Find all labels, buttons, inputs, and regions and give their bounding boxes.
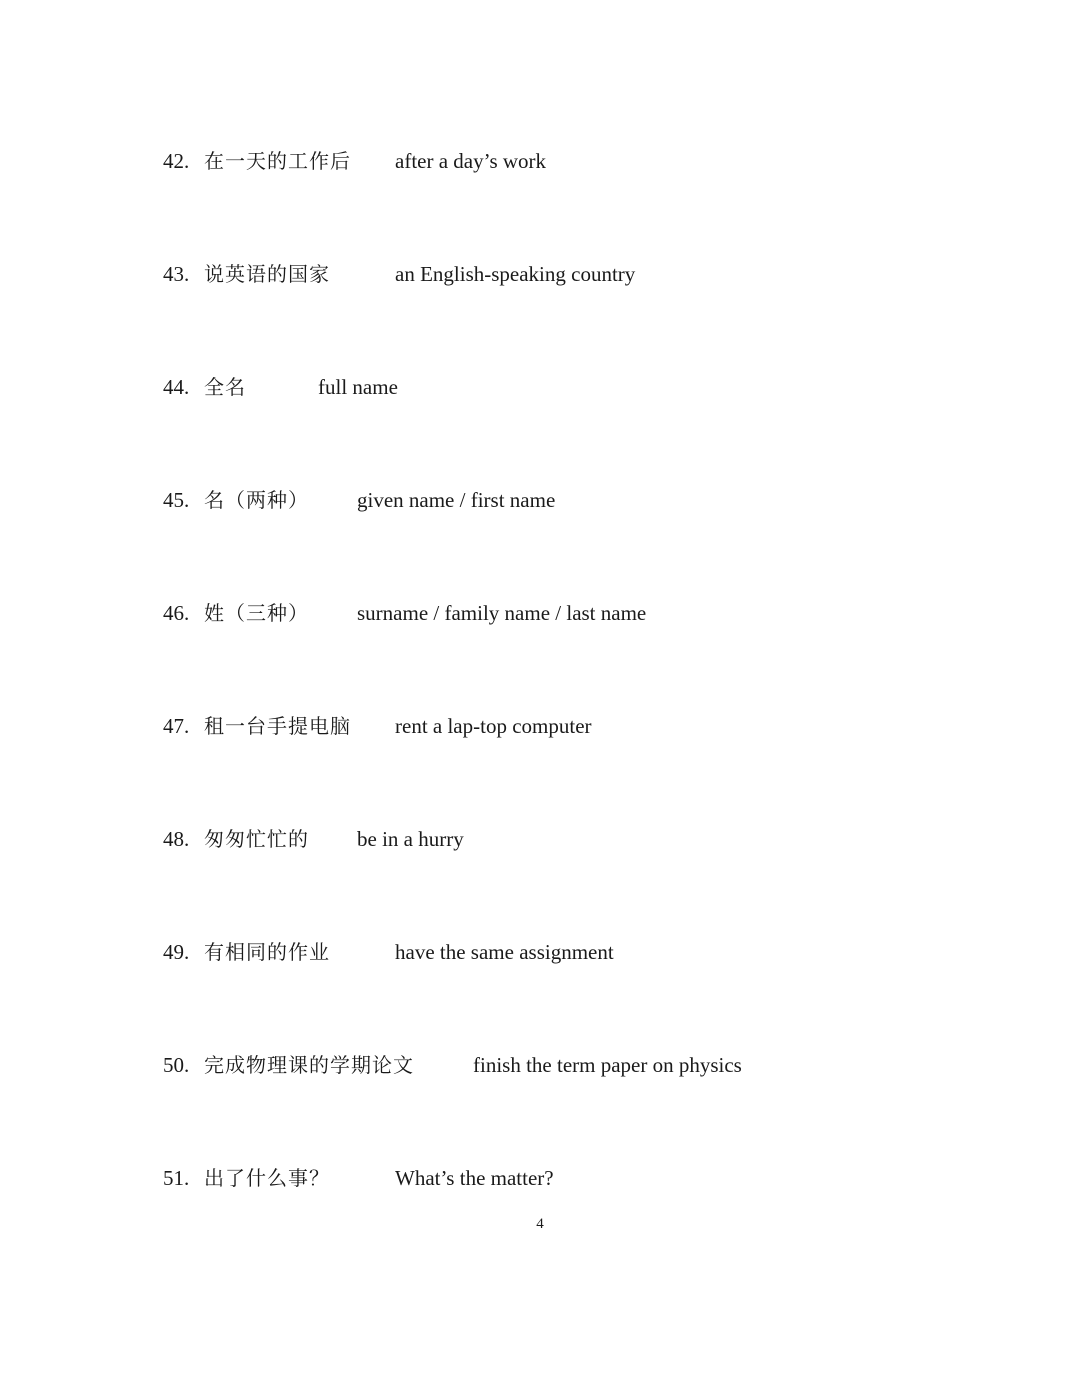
vocab-entry bbox=[0, 706, 1080, 746]
entry-number: 48. bbox=[163, 827, 190, 851]
vocab-entry bbox=[0, 1045, 1080, 1085]
vocab-entry bbox=[0, 819, 1080, 859]
english-phrase: be in a hurry bbox=[357, 827, 464, 851]
vocab-entry bbox=[0, 254, 1080, 294]
chinese-phrase: 名（两种） bbox=[204, 488, 309, 512]
entry-number: 50. bbox=[163, 1053, 190, 1077]
english-phrase: What’s the matter? bbox=[395, 1166, 554, 1190]
chinese-phrase: 有相同的作业 bbox=[204, 940, 330, 964]
english-phrase: full name bbox=[318, 375, 398, 399]
chinese-phrase: 出了什么事？ bbox=[204, 1166, 330, 1190]
chinese-phrase: 说英语的国家 bbox=[204, 262, 330, 286]
chinese-phrase: 租一台手提电脑 bbox=[204, 714, 351, 738]
page-number: 4 bbox=[536, 1216, 544, 1232]
chinese-phrase: 完成物理课的学期论文 bbox=[204, 1053, 414, 1077]
english-phrase: have the same assignment bbox=[395, 940, 614, 964]
vocab-entry bbox=[0, 480, 1080, 520]
vocab-entry bbox=[0, 593, 1080, 633]
vocab-entry bbox=[0, 367, 1080, 407]
chinese-phrase: 匆匆忙忙的 bbox=[204, 827, 309, 851]
vocab-entry bbox=[0, 932, 1080, 972]
chinese-phrase: 姓（三种） bbox=[204, 601, 309, 625]
entry-number: 46. bbox=[163, 601, 190, 625]
english-phrase: finish the term paper on physics bbox=[473, 1053, 742, 1077]
english-phrase: surname / family name / last name bbox=[357, 601, 647, 625]
entry-number: 43. bbox=[163, 262, 190, 286]
chinese-phrase: 全名 bbox=[204, 375, 246, 399]
entry-number: 45. bbox=[163, 488, 190, 512]
entry-number: 42. bbox=[163, 149, 190, 173]
vocab-entry bbox=[0, 1158, 1080, 1198]
english-phrase: after a day’s work bbox=[395, 149, 547, 173]
english-phrase: an English-speaking country bbox=[395, 262, 636, 286]
entry-number: 47. bbox=[163, 714, 190, 738]
entry-number: 49. bbox=[163, 940, 190, 964]
entry-number: 44. bbox=[163, 375, 190, 399]
english-phrase: given name / first name bbox=[357, 488, 556, 512]
chinese-phrase: 在一天的工作后 bbox=[204, 149, 351, 173]
vocab-entry bbox=[0, 141, 1080, 181]
english-phrase: rent a lap-top computer bbox=[395, 714, 592, 738]
entry-number: 51. bbox=[163, 1166, 190, 1190]
